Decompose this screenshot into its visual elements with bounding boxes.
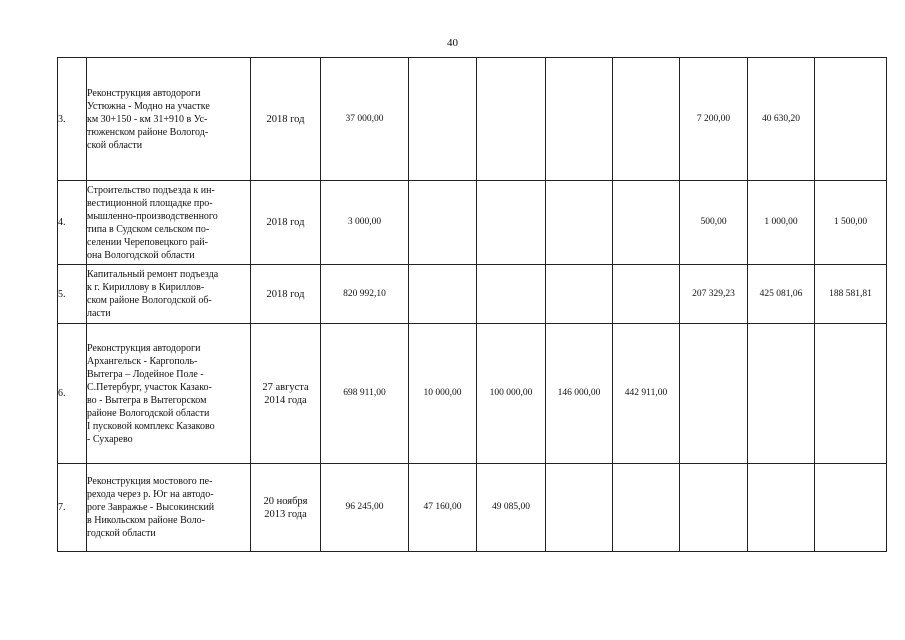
funding-value — [546, 464, 613, 552]
funding-value — [477, 181, 546, 265]
funding-value: 425 081,06 — [748, 265, 815, 324]
row-number: 6. — [58, 324, 87, 464]
funding-value — [546, 265, 613, 324]
funding-value — [748, 324, 815, 464]
table-row — [58, 181, 887, 265]
funding-value: 100 000,00 — [477, 324, 546, 464]
funding-value: 47 160,00 — [409, 464, 477, 552]
commissioning-date: 20 ноября 2013 года — [251, 464, 321, 552]
funding-value: 49 085,00 — [477, 464, 546, 552]
funding-value: 1 500,00 — [815, 181, 887, 265]
object-name: Строительство подъезда к ин- вестиционной площадке про- мышленно-производственного типа в Судском сельском по- селении Череповецкого рай- она Вологодской области — [87, 181, 251, 265]
total-cost: 820 992,10 — [321, 265, 409, 324]
commissioning-date: 2018 год — [251, 58, 321, 181]
funding-value: 188 581,81 — [815, 265, 887, 324]
row-number: 5. — [58, 265, 87, 324]
commissioning-date: 27 августа 2014 года — [251, 324, 321, 464]
total-cost: 698 911,00 — [321, 324, 409, 464]
funding-value: 500,00 — [680, 181, 748, 265]
table-row — [58, 324, 887, 464]
page-number: 40 — [447, 37, 458, 49]
table-row — [58, 265, 887, 324]
funding-value: 146 000,00 — [546, 324, 613, 464]
table-row — [58, 464, 887, 552]
funding-value — [546, 58, 613, 181]
funding-value — [409, 181, 477, 265]
funding-value — [477, 58, 546, 181]
funding-value — [815, 58, 887, 181]
funding-value — [613, 181, 680, 265]
object-name: Реконструкция автодороги Архангельск - Каргополь- Вытегра – Лодейное Поле - С.Петербург, участок Казако- во - Вытегра в Вытегорском районе Вологодской области I пусковой комплекс Казаково - Сухарево — [87, 324, 251, 464]
funding-value — [815, 464, 887, 552]
funding-value: 40 630,20 — [748, 58, 815, 181]
funding-value — [546, 181, 613, 265]
total-cost: 3 000,00 — [321, 181, 409, 265]
funding-value: 207 329,23 — [680, 265, 748, 324]
commissioning-date: 2018 год — [251, 265, 321, 324]
funding-value — [815, 324, 887, 464]
funding-value: 10 000,00 — [409, 324, 477, 464]
funding-value — [613, 58, 680, 181]
total-cost: 96 245,00 — [321, 464, 409, 552]
row-number: 3. — [58, 58, 87, 181]
funding-table — [57, 57, 887, 552]
funding-value — [680, 324, 748, 464]
funding-value — [748, 464, 815, 552]
row-number: 4. — [58, 181, 87, 265]
table-row — [58, 58, 887, 181]
funding-value: 442 911,00 — [613, 324, 680, 464]
commissioning-date: 2018 год — [251, 181, 321, 265]
funding-value — [409, 265, 477, 324]
object-name: Капитальный ремонт подъезда к г. Кириллову в Кириллов- ском районе Вологодской об- ласти — [87, 265, 251, 324]
row-number: 7. — [58, 464, 87, 552]
funding-value — [409, 58, 477, 181]
total-cost: 37 000,00 — [321, 58, 409, 181]
funding-value: 7 200,00 — [680, 58, 748, 181]
object-name: Реконструкция мостового пе- рехода через р. Юг на автодо- роге Завражье - Высокинский в Никольском районе Воло- годской области — [87, 464, 251, 552]
funding-value: 1 000,00 — [748, 181, 815, 265]
funding-value — [613, 464, 680, 552]
funding-value — [680, 464, 748, 552]
funding-value — [477, 265, 546, 324]
table-body — [58, 58, 887, 552]
object-name: Реконструкция автодороги Устюжна - Модно на участке км 30+150 - км 31+910 в Ус- тюженском районе Вологод- ской области — [87, 58, 251, 181]
funding-value — [613, 265, 680, 324]
